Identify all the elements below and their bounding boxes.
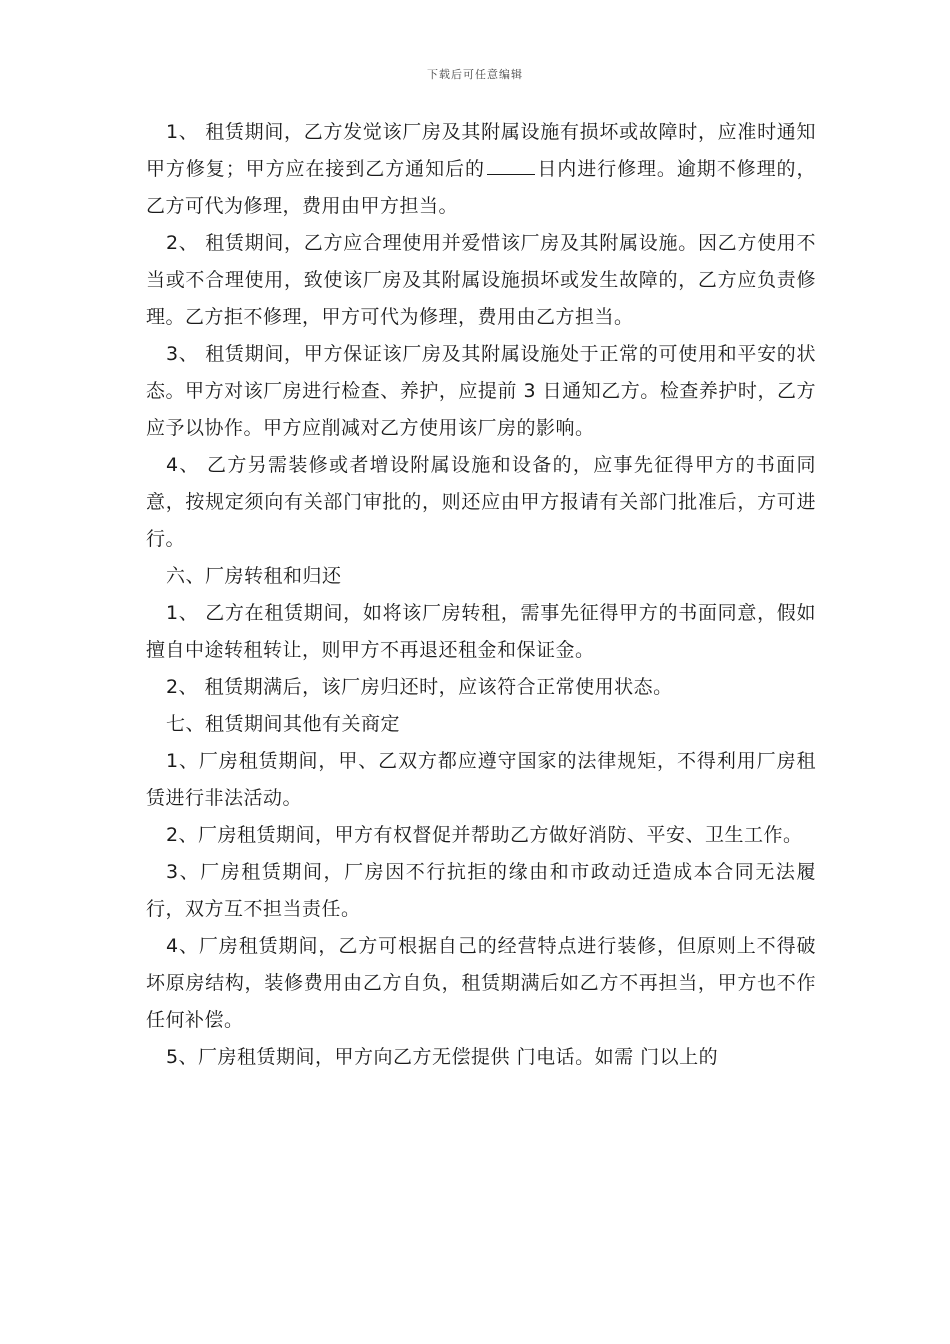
paragraph: 1、 乙方在租赁期间，如将该厂房转租，需事先征得甲方的书面同意，假如擅自中途转租转让，则甲方不再退还租金和保证金。: [146, 602, 816, 661]
paragraph: 4、 乙方另需装修或者增设附属设施和设备的，应事先征得甲方的书面同意，按规定须向有关部门审批的，则还应由甲方报请有关部门批准后，方可进行。: [146, 454, 816, 550]
paragraph: 1、厂房租赁期间，甲、乙双方都应遵守国家的法律规矩，不得利用厂房租赁进行非法活动。: [146, 750, 816, 809]
paragraph: 4、厂房租赁期间，乙方可根据自己的经营特点进行装修，但原则上不得破坏原房结构，装修费用由乙方自负，租赁期满后如乙方不再担当，甲方也不作任何补偿。: [146, 935, 816, 1031]
paragraph: 2、 租赁期满后，该厂房归还时，应该符合正常使用状态。: [165, 676, 673, 698]
paragraph: 2、 租赁期间，乙方应合理使用并爱惜该厂房及其附属设施。因乙方使用不当或不合理使用，致使该厂房及其附属设施损坏或发生故障的，乙方应负责修理。乙方拒不修理，甲方可代为修理，费用由乙方担当。: [146, 232, 816, 328]
fill-in-blank: [487, 158, 535, 175]
paragraph-text: 日内进行修理。逾期不修理的，乙方可代为修理，费用由甲方担当。: [146, 158, 816, 217]
section-heading: 七、租赁期间其他有关商定: [165, 713, 400, 735]
paragraph: 5、厂房租赁期间，甲方向乙方无偿提供 门电话。如需 门以上的: [165, 1046, 719, 1068]
section-heading: 六、厂房转租和归还: [165, 565, 342, 587]
paragraph: 2、厂房租赁期间，甲方有权督促并帮助乙方做好消防、平安、卫生工作。: [165, 824, 803, 846]
paragraph-text: 1、 租赁期间，乙方发觉该厂房及其附属设施有损坏或故障时，应准时通知甲方修复；甲方应在接到乙方通知后的: [146, 121, 816, 180]
document-body: [146, 114, 816, 1076]
paragraph: 3、 租赁期间，甲方保证该厂房及其附属设施处于正常的可使用和平安的状态。甲方对该厂房进行检查、养护，应提前 3 日通知乙方。检查养护时，乙方应予以协作。甲方应削减对乙方使用该厂房的影响。: [146, 343, 816, 439]
page-header: 下载后可任意编辑: [427, 68, 523, 81]
paragraph-repair-notice: [146, 114, 816, 225]
paragraph: 3、厂房租赁期间，厂房因不行抗拒的缘由和市政动迁造成本合同无法履行，双方互不担当责任。: [146, 861, 816, 920]
